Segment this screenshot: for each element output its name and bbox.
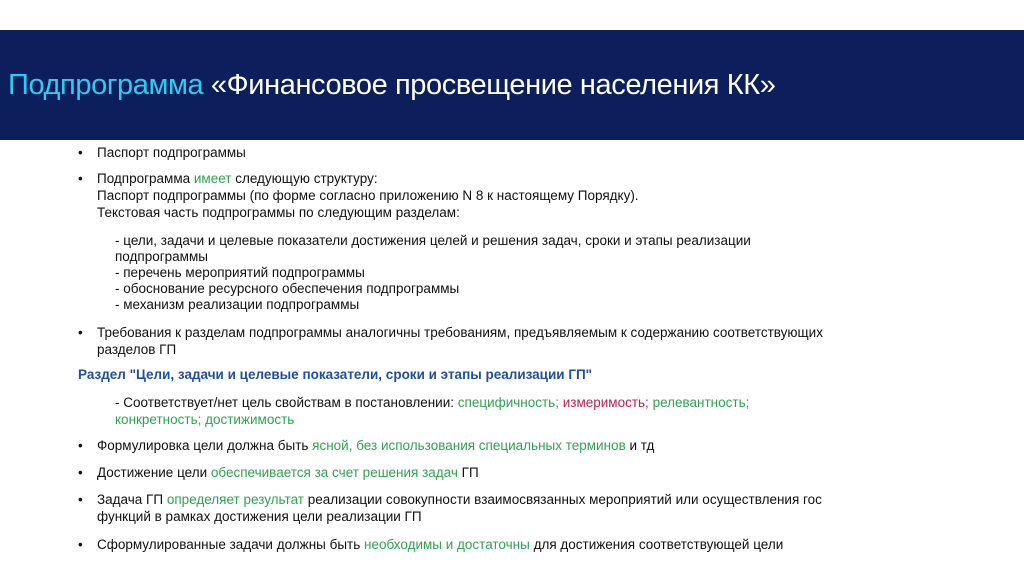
requirements-line-2: разделов ГП	[97, 342, 177, 357]
text: ГП	[457, 465, 479, 480]
text: Подпрограмма	[97, 171, 194, 186]
highlight-text: определяет результат	[166, 492, 304, 507]
sub-item-goals: - цели, задачи и целевые показатели достижения целей и решения задач, сроки и этапы реализации	[115, 233, 751, 248]
text: Формулировка цели должна быть	[97, 438, 313, 453]
structure-line-3: Текстовая часть подпрограммы по следующим разделам:	[97, 205, 460, 220]
text: Задача ГП	[97, 492, 167, 507]
bullet-marker: •	[78, 145, 83, 160]
bullet-task	[97, 492, 822, 509]
title-rest: «Финансовое просвещение населения КК»	[203, 69, 776, 101]
sub-item-goals-cont: подпрограммы	[115, 249, 208, 264]
section-heading: Раздел "Цели, задачи и целевые показатели, сроки и этапы реализации ГП"	[78, 367, 593, 382]
sub-item-resources: - обоснование ресурсного обеспечения подпрограммы	[115, 281, 460, 296]
text: Сформулированные задачи должны быть	[97, 537, 365, 552]
bullet-formulation	[97, 438, 654, 455]
structure-line-2: Паспорт подпрограммы (по форме согласно приложению N 8 к настоящему Порядку).	[97, 188, 639, 203]
highlight-text: ясной, без использования специальных терминов	[312, 438, 626, 453]
bullet-marker: •	[78, 325, 83, 340]
text: реализации совокупности взаимосвязанных мероприятий или осуществления гос	[303, 492, 822, 507]
bullet-marker: •	[78, 537, 83, 552]
highlight-text: имеет	[193, 171, 232, 186]
title-accent: Подпрограмма	[8, 69, 204, 101]
bullet-marker: •	[78, 171, 83, 186]
text: следующую структуру:	[231, 171, 378, 186]
bullet-structure	[97, 171, 378, 188]
highlight-text: обеспечивается за счет решения задач	[210, 465, 458, 480]
bullet-tasks-sufficiency	[97, 537, 783, 554]
text: и тд	[625, 438, 655, 453]
text: - Соответствует/нет цель свойствам в постановлении:	[115, 395, 458, 410]
highlight-text: необходимы и достаточны	[364, 537, 530, 552]
bullet-achievement	[97, 465, 479, 482]
highlight-text: специфичность;	[457, 395, 559, 410]
slide-title	[8, 67, 776, 103]
bullet-marker: •	[78, 465, 83, 480]
highlight-text: измеримость;	[558, 395, 649, 410]
text: для достижения соответствующей цели	[529, 537, 784, 552]
task-line-2: функций в рамках достижения цели реализации ГП	[97, 509, 422, 524]
text: Достижение цели	[97, 465, 211, 480]
sub-item-measures: - перечень мероприятий подпрограммы	[115, 265, 365, 280]
bullet-passport: Паспорт подпрограммы	[97, 145, 246, 160]
highlight-text: релевантность;	[648, 395, 750, 410]
bullet-marker: •	[78, 492, 83, 507]
sub-item-mechanism: - механизм реализации подпрограммы	[115, 297, 360, 312]
sub-item-properties	[115, 395, 749, 412]
sub-item-properties-cont: конкретность; достижимость	[115, 412, 295, 427]
bullet-marker: •	[78, 438, 83, 453]
bullet-requirements: Требования к разделам подпрограммы аналогичны требованиям, предъявляемым к содержанию соответствующих	[97, 325, 823, 340]
